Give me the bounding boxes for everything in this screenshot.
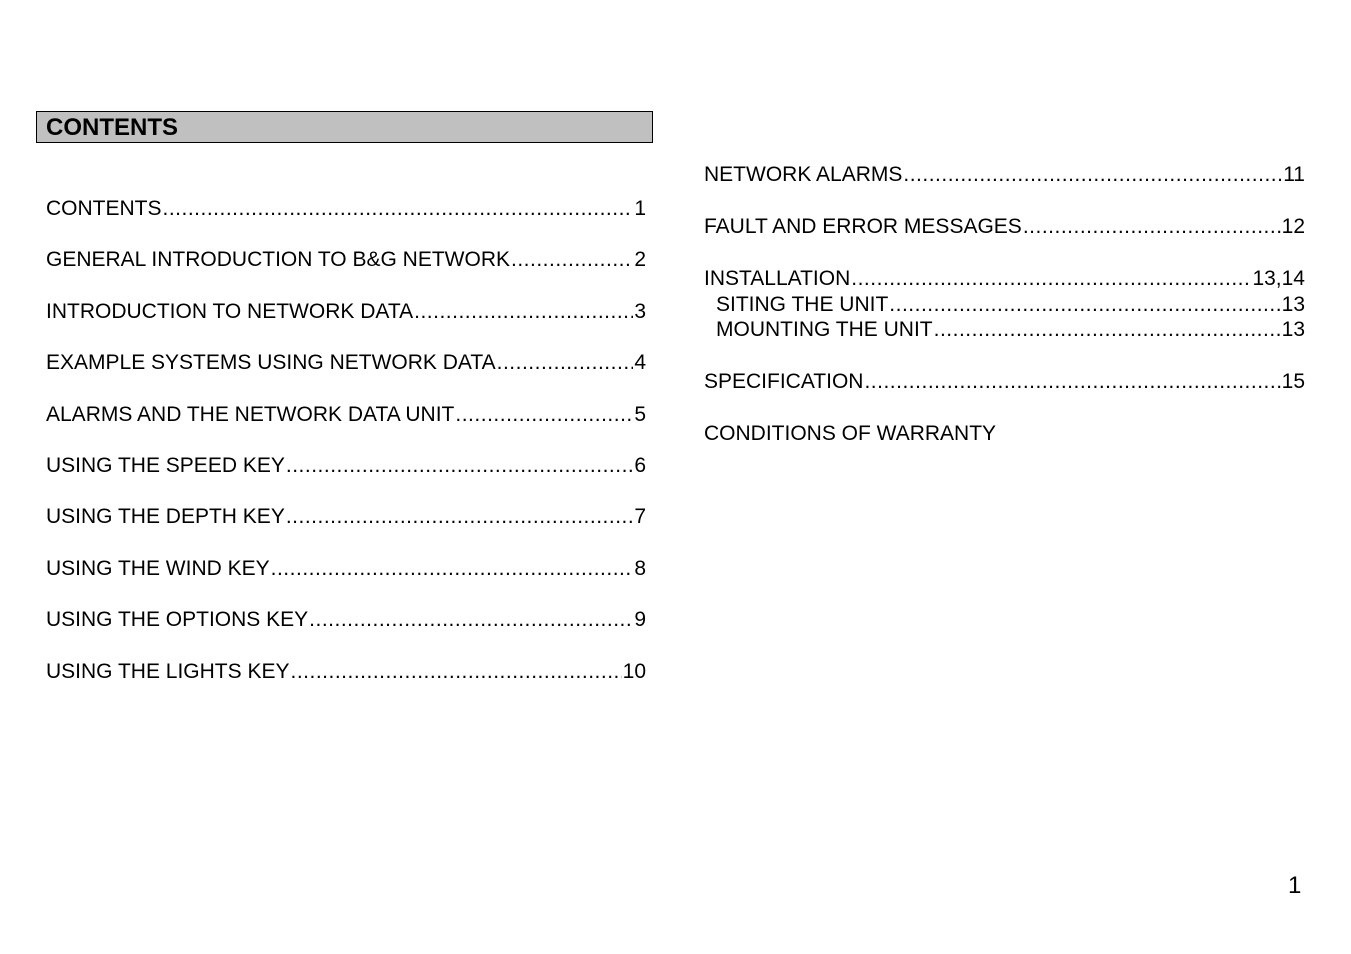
toc-leader-dots	[889, 292, 1280, 317]
toc-entry-page: 8	[634, 556, 646, 580]
toc-entry-page: 4	[634, 351, 646, 375]
toc-leader-dots	[163, 196, 634, 222]
toc-entry-page: 9	[634, 608, 646, 632]
toc-leader-dots	[455, 402, 633, 428]
toc-entry-label: MOUNTING THE UNIT	[716, 318, 933, 341]
toc-subentry-siting-the-unit[interactable]	[704, 292, 1305, 317]
toc-entry-page: 15	[1281, 370, 1305, 393]
toc-entry-example-systems[interactable]	[46, 350, 646, 376]
toc-right-column	[704, 162, 1305, 473]
toc-entry-depth-key[interactable]	[46, 504, 646, 530]
toc-leader-dots	[864, 369, 1280, 395]
toc-leader-dots	[271, 556, 634, 582]
toc-leader-dots	[934, 317, 1281, 342]
toc-entry-label: USING THE OPTIONS KEY	[46, 608, 309, 632]
toc-entry-specification[interactable]	[704, 369, 1305, 395]
toc-entry-label: NETWORK ALARMS	[704, 163, 903, 186]
toc-entry-page: 10	[622, 659, 646, 683]
page-number: 1	[1288, 872, 1302, 899]
toc-entry-alarms[interactable]	[46, 402, 646, 428]
toc-entry-page: 11	[1283, 163, 1305, 186]
toc-leader-dots	[414, 299, 633, 325]
toc-leader-dots	[309, 607, 633, 633]
toc-leader-dots	[511, 247, 633, 273]
toc-left-column	[46, 196, 646, 710]
toc-entry-page: 1	[634, 197, 646, 220]
toc-leader-dots	[1023, 214, 1281, 240]
toc-entry-fault-error-messages[interactable]	[704, 214, 1305, 240]
toc-entry-label: USING THE DEPTH KEY	[46, 505, 285, 529]
toc-entry-label: FAULT AND ERROR MESSAGES	[704, 215, 1022, 238]
toc-leader-dots	[291, 659, 622, 685]
toc-entry-label: ALARMS AND THE NETWORK DATA UNIT	[46, 402, 455, 426]
toc-entry-label: EXAMPLE SYSTEMS USING NETWORK DATA	[46, 351, 496, 375]
toc-entry-installation[interactable]	[704, 266, 1305, 292]
toc-entry-page: 5	[634, 402, 646, 426]
toc-leader-dots	[286, 504, 633, 530]
contents-heading-box	[36, 111, 653, 143]
toc-entry-conditions-of-warranty[interactable]	[704, 421, 1305, 447]
toc-entry-wind-key[interactable]	[46, 556, 646, 582]
toc-entry-page: 7	[634, 505, 646, 529]
toc-subentry-mounting-the-unit[interactable]	[704, 317, 1305, 342]
toc-entry-label: USING THE LIGHTS KEY	[46, 659, 290, 683]
toc-entry-label: INTRODUCTION TO NETWORK DATA	[46, 299, 414, 323]
toc-entry-page: 13	[1281, 293, 1305, 316]
toc-entry-page: 6	[634, 453, 646, 477]
toc-entry-network-alarms[interactable]	[704, 162, 1305, 188]
toc-entry-label: CONTENTS	[46, 197, 162, 220]
toc-leader-dots	[497, 350, 634, 376]
toc-entry-options-key[interactable]	[46, 607, 646, 633]
toc-entry-page: 2	[634, 248, 646, 272]
toc-entry-introduction-network-data[interactable]	[46, 299, 646, 325]
toc-entry-label: INSTALLATION	[704, 267, 851, 290]
toc-entry-lights-key[interactable]	[46, 659, 646, 685]
toc-entry-page: 3	[634, 299, 646, 323]
toc-entry-label: USING THE SPEED KEY	[46, 453, 285, 477]
toc-leader-dots	[286, 453, 633, 479]
toc-entry-contents[interactable]	[46, 196, 646, 222]
toc-leader-dots	[903, 162, 1282, 188]
toc-entry-general-introduction[interactable]	[46, 247, 646, 273]
contents-heading: CONTENTS	[46, 114, 178, 141]
toc-entry-label: GENERAL INTRODUCTION TO B&G NETWORK	[46, 248, 510, 272]
toc-entry-page: 13	[1281, 318, 1305, 341]
toc-entry-label: USING THE WIND KEY	[46, 556, 270, 580]
toc-entry-label: SPECIFICATION	[704, 370, 864, 393]
toc-entry-page: 12	[1281, 215, 1305, 238]
toc-entry-speed-key[interactable]	[46, 453, 646, 479]
toc-leader-dots	[851, 266, 1251, 292]
toc-entry-page: 13,14	[1252, 267, 1305, 290]
toc-entry-label: SITING THE UNIT	[716, 293, 889, 316]
toc-entry-label: CONDITIONS OF WARRANTY	[704, 422, 997, 445]
